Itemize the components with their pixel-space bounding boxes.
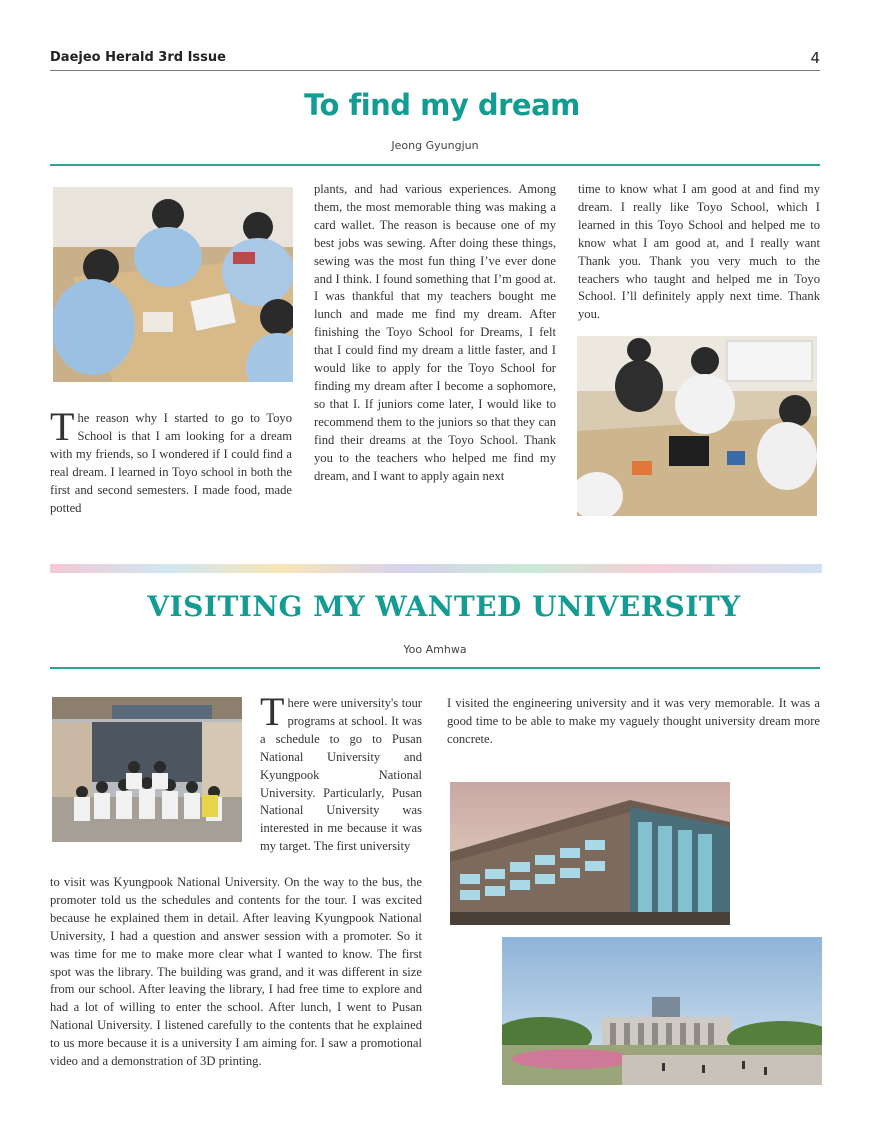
group-photo-university <box>52 697 242 842</box>
article1-author: Jeong Gyungjun <box>391 139 479 152</box>
article1-title: To find my dream <box>304 88 580 122</box>
header-divider <box>50 70 820 71</box>
page-number: 4 <box>810 49 820 67</box>
article2-author: Yoo Amhwa <box>403 643 467 656</box>
article1-column-3-text: time to know what I am good at and find my dream. I really like Toyo School, which I learned in this Toyo School and helped me to know what I am good at, and I really want Thank you. Thank you very much to the teachers who taught and helped me in Toyo School. I’ll definitely apply next time. Thank you. <box>578 182 820 322</box>
article2-text-beside-photo-body: here were university's tour programs at school. It was a schedule to go to Pusan National University and Kyungpook National University. Particularly, Pusan National University was interested in me because it was my target. The first university <box>260 696 422 854</box>
university-campus-photo <box>502 937 822 1085</box>
article1-divider <box>50 164 820 166</box>
article1-drop-cap: T <box>50 404 75 449</box>
newspaper-issue-title: Daejeo Herald 3rd Issue <box>50 50 226 65</box>
article2-text-below-photo <box>50 874 422 1071</box>
engineering-building-photo <box>450 782 730 925</box>
article2-drop-cap: T <box>260 689 285 734</box>
article1-column-2-text: plants, and had various experiences. Among them, the most memorable thing was making a card wallet. The reason is because one of my best jobs was sewing. After doing these things, sewing was the most fun thing I’ve ever done and I think. I found something that I’m good at. I was thankful that my teachers bought me lunch and made me find my dream. After finishing the Toyo School for Dreams, I felt that I could find my dream a little faster, and I would like to apply for the Toyo School for finding my dream after I become a sophomore, so that I. If juniors come later, I would like to recommend them to the juniors so that they can find their dreams at the Toyo School. Thank you to the teachers who helped me find my dream, and I want to apply again next <box>314 182 556 483</box>
article2-divider <box>50 667 820 669</box>
article1-column-3 <box>578 181 820 324</box>
decorative-pastel-band <box>50 564 822 573</box>
article2-title: VISITING MY WANTED UNIVERSITY <box>147 590 741 623</box>
article2-column-2 <box>447 695 820 749</box>
article1-column-1 <box>50 404 292 517</box>
article1-column-2 <box>314 181 556 485</box>
article1-column-1-text: he reason why I started to go to Toyo School is that I am looking for a dream with my friends, so I wondered if I could find a real dream. I learned in Toyo school in both the first and second semesters. I made food, made potted <box>50 411 292 515</box>
students-crafting-photo <box>53 187 293 382</box>
article2-text-beside-photo <box>260 689 422 856</box>
article2-text-below-photo-body: to visit was Kyungpook National University. On the way to the bus, the promoter told us the schedules and contents for the tour. I was excited because he explained them in detail. After leaving Kyungpook National University, I had a question and answer session with a promoter. So it was time for me to make more clear what I wanted to know. The first spot was the library. The building was grand, and it was different in size from our school. After leaving the library, I had free time to explore and had a lot of willing to enter the school. After lunch, I went to Pusan National University. I listened carefully to the contents that he explained to us more because it is a university I am aiming for. I saw a promotional video and a demonstration of 3D printing. <box>50 875 422 1069</box>
toyo-school-class-photo <box>577 336 817 516</box>
article2-column-2-text: I visited the engineering university and it was very memorable. It was a good time to be able to make my vaguely thought university dream more concrete. <box>447 696 820 746</box>
